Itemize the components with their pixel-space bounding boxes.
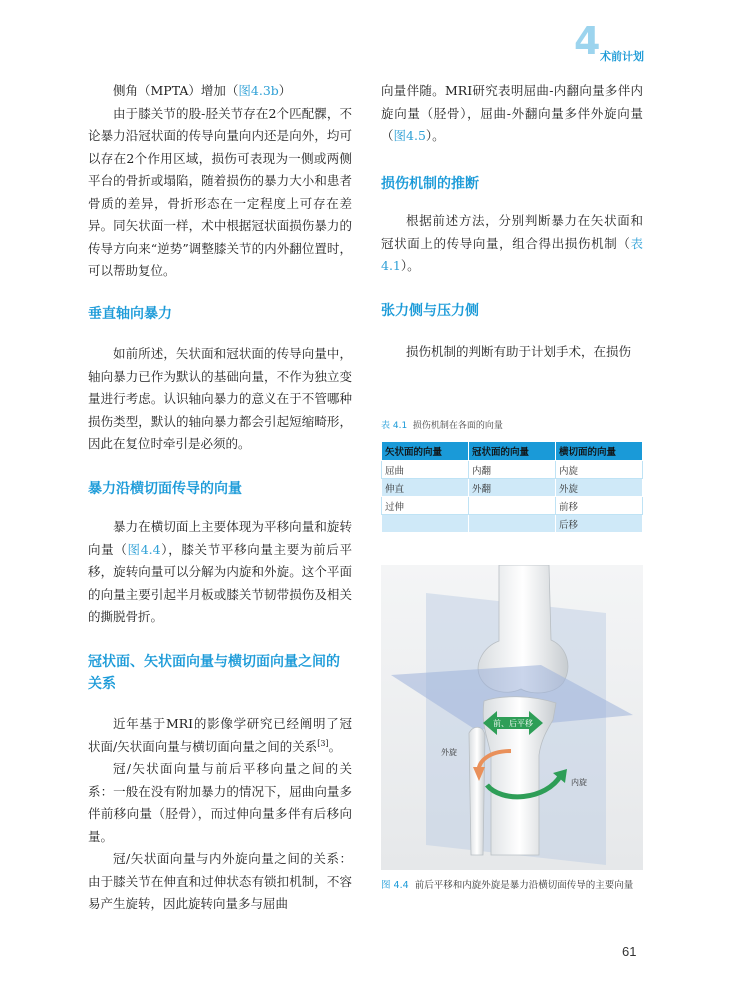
table-reference[interactable]: 表4.1 — [381, 235, 643, 273]
table-cell: 伸直 — [382, 479, 469, 497]
paragraph: 由于膝关节的股-胫关节存在2个匹配髁，不论暴力沿冠状面的传导向量向内还是向外，均可以存在2个作用区域，损伤可表现为一侧或两侧平台的骨折或塌陷，随着损伤的暴力大小和患者骨质的差异，骨折形态在一定程度上可存在差异。同矢状面一样，术中根据冠状面损伤暴力的传导方向来“逆势”调整膝关节的内外翻位置时，可以帮助复位。 — [88, 105, 352, 278]
table-row — [382, 497, 643, 515]
table-cell: 后移 — [556, 515, 643, 533]
citation[interactable]: [3] — [317, 738, 329, 748]
table-header: 冠状面的向量 — [469, 442, 556, 461]
figure-reference[interactable]: 图4.3b — [238, 83, 279, 98]
section-heading-relation: 冠状面、矢状面向量与横切面向量之间的关系 — [88, 654, 340, 692]
paragraph: 根据前述方法，分别判断暴力在矢状面和冠状面上的传导向量，组合得出损伤机制（表4.1）。 — [381, 213, 643, 273]
section-heading-transverse: 暴力沿横切面传导的向量 — [88, 481, 242, 497]
knee-figure — [381, 565, 643, 870]
table-cell — [382, 515, 469, 533]
right-column — [381, 80, 643, 148]
section-heading-vertical: 垂直轴向暴力 — [88, 306, 172, 322]
table-row — [382, 461, 643, 479]
table-cell: 内旋 — [556, 461, 643, 479]
paragraph: 近年基于MRI的影像学研究已经阐明了冠状面/矢状面向量与横切面向量之间的关系[3]。 — [88, 716, 352, 754]
table-cell: 内翻 — [469, 461, 556, 479]
table-header-row — [382, 442, 643, 461]
left-column-block-3 — [88, 516, 352, 629]
paragraph: 损伤机制的判断有助于计划手术，在损伤 — [406, 344, 632, 359]
knee-illustration — [381, 565, 643, 870]
table-cell: 外旋 — [556, 479, 643, 497]
vector-table — [381, 441, 643, 533]
left-column — [88, 80, 352, 283]
paragraph: 向量伴随。MRI研究表明屈曲-内翻向量多伴内旋向量（胫骨），屈曲-外翻向量多伴外旋向量（图4.5）。 — [381, 83, 643, 143]
table-cell: 过伸 — [382, 497, 469, 515]
paragraph: 冠/矢状面向量与前后平移向量之间的关系：一般在没有附加暴力的情况下，屈曲向量多伴前移向量（胫骨），而过伸向量多伴有后移向量。 — [88, 761, 352, 844]
table-header: 横切面的向量 — [556, 442, 643, 461]
internal-rotation-label: 内旋 — [571, 778, 587, 787]
table-cell: 屈曲 — [382, 461, 469, 479]
paragraph: 冠/矢状面向量与内外旋向量之间的关系：由于膝关节在伸直和过伸状态有锁扣机制，不容易产生旋转，因此旋转向量多与屈曲 — [88, 851, 352, 911]
table-cell: 外翻 — [469, 479, 556, 497]
ap-translation-label: 前、后平移 — [493, 719, 533, 728]
figure-caption: 图 4.4 前后平移和内旋外旋是暴力沿横切面传导的主要向量 — [381, 880, 634, 891]
chapter-title: 术前计划 — [600, 50, 644, 63]
chapter-number: 4 — [574, 19, 601, 63]
paragraph: 暴力在横切面上主要体现为平移向量和旋转向量（图4.4），膝关节平移向量主要为前后平移，旋转向量可以分解为内旋和外旋。这个平面的向量主要引起半月板或膝关节韧带损伤及相关的撕脱骨折。 — [88, 519, 352, 624]
table-cell — [469, 497, 556, 515]
page-number: 61 — [622, 944, 637, 959]
left-column-block-4 — [88, 713, 352, 916]
figure-reference[interactable]: 图4.4 — [127, 541, 161, 557]
table-cell: 前移 — [556, 497, 643, 515]
table-caption: 表 4.1 损伤机制在各面的向量 — [381, 421, 503, 431]
paragraph: 如前所述，矢状面和冠状面的传导向量中，轴向暴力已作为默认的基础向量，不作为独立变量进行考虑。认识轴向暴力的意义在于不管哪种损伤类型，默认的轴向暴力都会引起短缩畸形，因此在复位时牵引是必须的。 — [88, 346, 352, 451]
external-rotation-label: 外旋 — [441, 748, 457, 757]
section-heading-mechanism: 损伤机制的推断 — [381, 176, 479, 192]
section-heading-tension: 张力侧与压力侧 — [381, 303, 479, 319]
left-column-block-2 — [88, 343, 352, 456]
fibula-bone — [469, 727, 485, 855]
table-row — [382, 479, 643, 497]
table-cell — [469, 515, 556, 533]
paragraph: 侧角（MPTA）增加（图4.3b） — [113, 83, 292, 98]
table-row — [382, 515, 643, 533]
right-column-block-2 — [381, 210, 643, 278]
table-header: 矢状面的向量 — [382, 442, 469, 461]
figure-reference[interactable]: 图4.5 — [393, 128, 426, 143]
right-column-block-3 — [381, 341, 643, 364]
